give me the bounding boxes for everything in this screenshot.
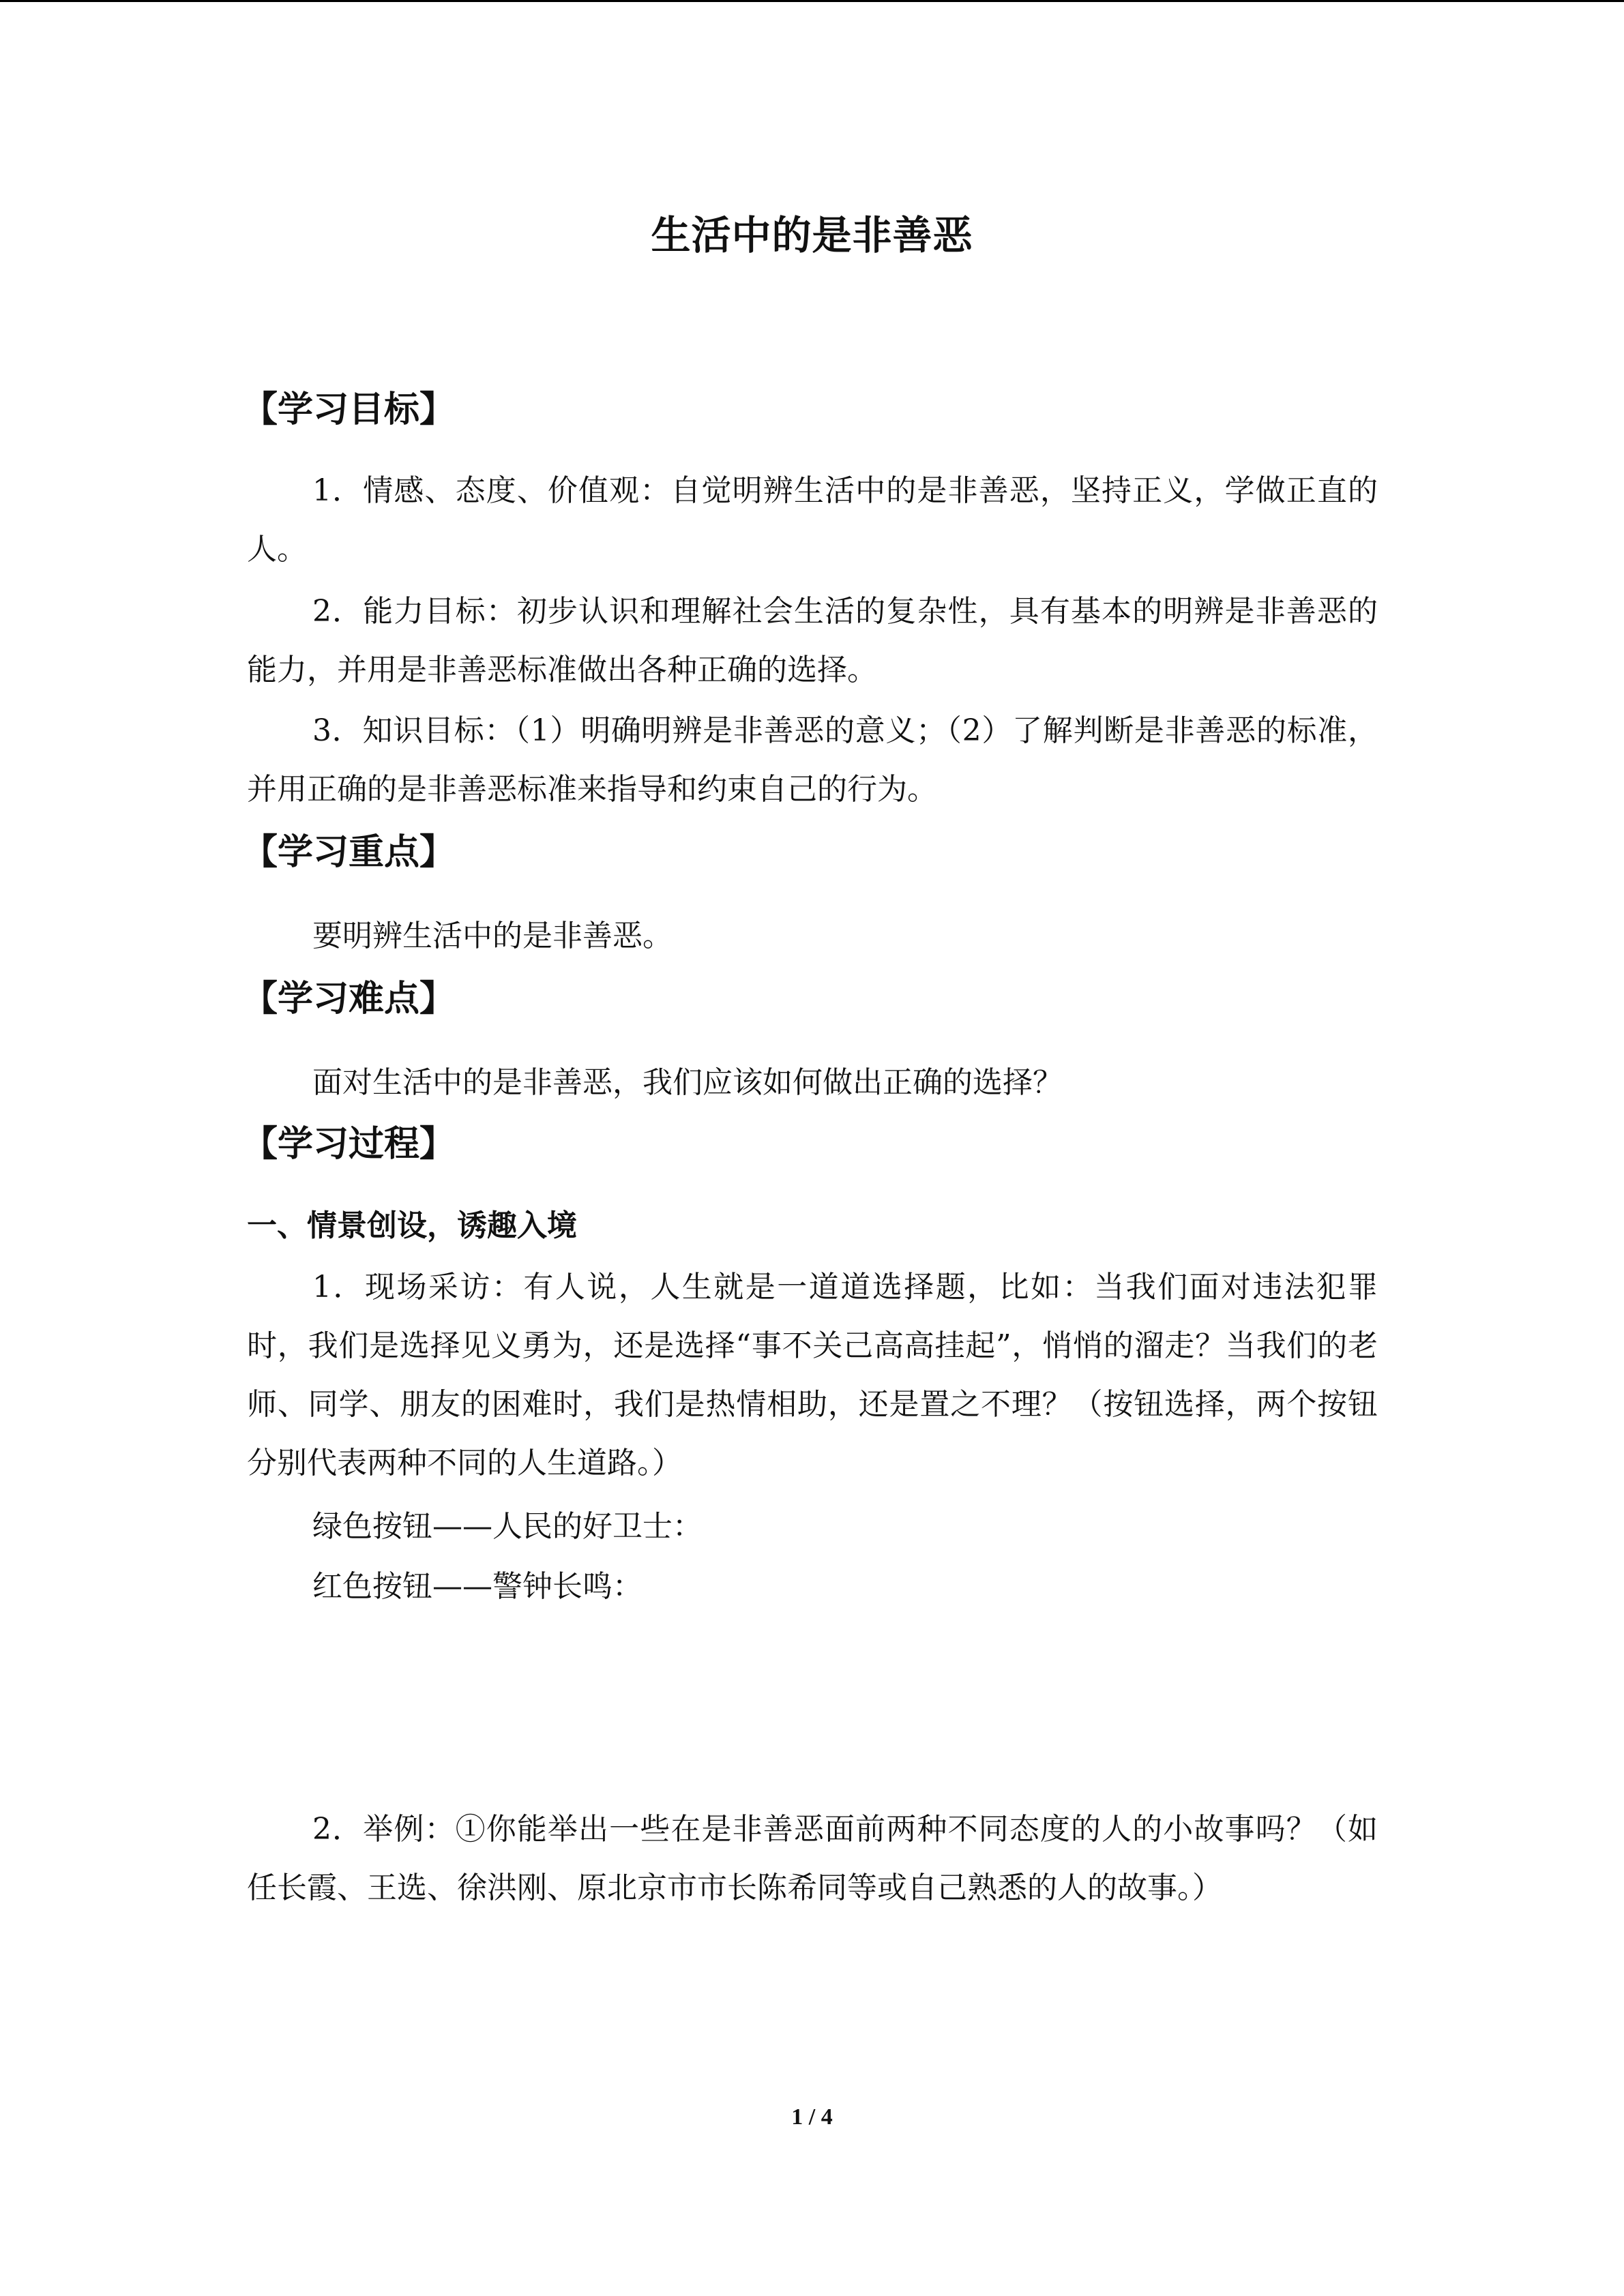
section-heading-key-point: 【学习重点】	[242, 832, 456, 873]
green-button-text: 绿色按钮——人民的好卫士：	[312, 1509, 703, 1544]
page-number: 1 / 4	[791, 2104, 833, 2130]
section-heading-process: 【学习过程】	[242, 1124, 456, 1165]
difficulty-text: 面对生活中的是非善恶，我们应该如何做出正确的选择？	[312, 1065, 1063, 1100]
example-paragraph: 2．举例：①你能举出一些在是非善恶面前两种不同态度的人的小故事吗？（如任长霞、王选、徐洪刚、原北京市市长陈希同等或自己熟悉的人的故事。）	[247, 1812, 1378, 1905]
section-heading-goals: 【学习目标】	[242, 389, 456, 430]
goal-item-1: 1．情感、态度、价值观：自觉明辨生活中的是非善恶，坚持正义，学做正直的人。	[247, 473, 1378, 567]
goal-item-2: 2．能力目标：初步认识和理解社会生活的复杂性，具有基本的明辨是非善恶的能力，并用是非善恶标准做出各种正确的选择。	[247, 594, 1378, 687]
key-point-text: 要明辨生活中的是非善恶。	[312, 919, 673, 953]
step1-title: 一、情景创设，诱趣入境	[247, 1208, 577, 1243]
document-title: 生活中的是非善恶	[651, 212, 973, 258]
section-heading-difficulty: 【学习难点】	[242, 979, 456, 1019]
red-button-text: 红色按钮——警钟长鸣：	[312, 1569, 643, 1604]
top-border-line	[0, 0, 1624, 2]
interview-paragraph: 1．现场采访：有人说，人生就是一道道选择题，比如：当我们面对违法犯罪时，我们是选择见义勇为，还是选择“事不关己高高挂起”，悄悄的溜走？当我们的老师、同学、朋友的困难时，我们是热情相助，还是置之不理？（按钮选择，两个按钮分别代表两种不同的人生道路。）	[247, 1270, 1378, 1480]
goal-item-3: 3．知识目标：（1）明确明辨是非善恶的意义；（2）了解判断是非善恶的标准，并用正确的是非善恶标准来指导和约束自己的行为。	[247, 713, 1378, 807]
